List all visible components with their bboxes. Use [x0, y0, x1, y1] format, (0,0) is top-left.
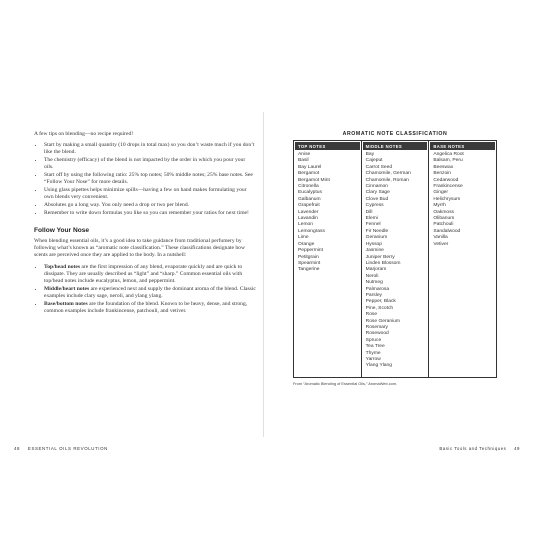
table-cell: Citronella — [298, 184, 319, 190]
table-cell: Vetiver — [433, 241, 449, 247]
list-item: • Start by making a small quantity (10 drops in total max) so you don’t waste much if you don’t like the blend. — [44, 142, 256, 156]
middle-notes-column — [362, 141, 430, 377]
table-cell: Cajeput — [365, 158, 383, 164]
table-cell: Nutmeg — [365, 280, 383, 286]
running-head: ESSENTIAL OILS REVOLUTION — [27, 446, 108, 451]
note-term: Middle/heart notes — [44, 285, 90, 292]
list-item: • The chemistry (efficacy) of the blend is not impacted by the order in which you pour your oils. — [44, 157, 256, 171]
table-cell: Juniper Berry — [365, 254, 395, 260]
page-gutter — [263, 112, 264, 437]
running-head: Basic Tools and Techniques — [439, 446, 507, 451]
table-cell: Hyssop — [365, 241, 382, 247]
table-cell: Spearmint — [298, 260, 321, 266]
table-cell: Tea Tree — [365, 344, 385, 350]
table-cell: Fennel — [365, 222, 381, 228]
top-notes-list — [294, 151, 361, 275]
table-cell: Frankincense — [433, 184, 463, 190]
table-cell: Bay — [365, 152, 375, 157]
table-cell: Rose — [365, 312, 378, 318]
table-cell: Carrot Seed — [365, 164, 393, 170]
table-cell: Lemongrass — [298, 228, 325, 234]
table-cell: Oakmoss — [433, 209, 454, 215]
table-cell: Bay Laurel — [298, 164, 322, 170]
table-cell: Yarrow — [365, 357, 381, 362]
note-term: Base/bottom notes — [44, 300, 88, 307]
table-cell: Rosewood — [365, 331, 389, 337]
table-cell: Elemi — [365, 216, 378, 222]
table-cell: Benzoin — [433, 171, 452, 177]
table-title: AROMATIC NOTE CLASSIFICATION — [342, 131, 448, 137]
table-cell: Grapefruit — [298, 203, 320, 209]
table-cell: Rosemary — [365, 324, 388, 330]
note-types-list — [34, 264, 256, 315]
table-cell: Olibanum — [433, 216, 455, 222]
table-cell: Bergamot — [298, 171, 320, 177]
middle-notes-list — [362, 151, 429, 371]
table-cell: Spruce — [365, 337, 382, 343]
table-cell: Vanilla — [433, 235, 448, 241]
table-cell: Thyme — [365, 350, 381, 356]
page-number: 49 — [514, 446, 520, 451]
table-cell: Sandalwood — [433, 228, 461, 234]
note-description: are the first impression of any blend, evaporate quickly and are quick to dissipate. They are usually described as “light” and “sharp.” Common essential oils with top/head notes include eucalyptus, lemon, and peppermint. — [44, 263, 243, 284]
table-cell: Neroli — [365, 273, 379, 279]
table-cell: Galbanum — [298, 196, 321, 202]
table-cell: Chamomile, Roman — [365, 177, 409, 183]
source-citation: From “Aromatic Blending of Essential Oils,” AromaWeb.com. — [293, 381, 398, 386]
table-cell: Lemon — [298, 222, 313, 228]
table-cell: Clove Bud — [365, 196, 389, 202]
list-item: • Remember to write down formulas you like so you can remember your ratios for next time! — [44, 210, 256, 217]
section-heading: Follow Your Nose — [34, 226, 90, 234]
note-description: are experienced next and supply the dominant aroma of the blend. Classic examples include clary sage, neroli, and ylang ylang. — [44, 285, 256, 299]
table-cell: Bergamot Mint — [298, 177, 330, 183]
table-cell: Cinnamon — [365, 184, 388, 190]
table-cell: Rose Geranium — [365, 318, 400, 324]
table-cell: Cedarwood — [433, 177, 459, 183]
table-cell: Cypress — [365, 203, 384, 209]
page-number: 48 — [14, 446, 21, 451]
table-cell: Pine, Scotch — [365, 305, 394, 311]
top-notes-column — [294, 141, 362, 377]
note-description: are the foundation of the blend. Known to be heavy, dense, and strong, common examples include frankincense, patchouli, and vetiver. — [44, 300, 248, 314]
table-cell: Fir Needle — [365, 228, 389, 234]
left-footer — [14, 446, 108, 451]
table-cell: Lime — [298, 235, 309, 241]
table-cell: Petitgrain — [298, 254, 319, 260]
list-item: • Start off by using the following ratio: 25% top notes; 50% middle notes; 25% base notes. See “Follow Your Nose” for more details. — [44, 172, 256, 186]
table-cell: Marjoram — [365, 267, 387, 273]
table-cell: Palmarosa — [365, 286, 390, 292]
table-cell: Tangerine — [298, 267, 320, 273]
list-item: • Using glass pipettes helps minimize spills—having a few on hand makes formulating your own blends very convenient. — [44, 187, 256, 201]
table-cell: Clary Sage — [365, 190, 390, 196]
table-cell: Lavandin — [298, 216, 318, 222]
column-header: MIDDLE NOTES — [363, 142, 428, 150]
aromatic-note-table — [293, 140, 497, 378]
list-item — [44, 264, 256, 286]
table-cell: Patchouli — [433, 222, 454, 228]
list-item — [44, 301, 256, 315]
section-paragraph: When blending essential oils, it’s a good idea to take guidance from traditional perfumery by following what’s known as “aromatic note classification.” These classifications designate how scents are perceived once they are applied to the body. In a nutshell: — [34, 237, 246, 259]
intro-paragraph: A few tips on blending—no recipe required! — [34, 131, 134, 137]
left-page — [34, 131, 256, 321]
table-cell: Basil — [298, 158, 309, 164]
column-header: TOP NOTES — [295, 142, 360, 150]
table-cell: Lavender — [298, 209, 319, 215]
base-notes-list — [429, 151, 496, 249]
table-cell: Ginger — [433, 190, 449, 196]
list-item: • Absolutes go a long way. You only need a drop or two per blend. — [44, 202, 256, 209]
table-cell: Anise — [298, 152, 311, 157]
base-notes-column — [429, 141, 496, 377]
aromatic-table-section — [293, 131, 497, 386]
note-term: Top/head notes — [44, 263, 81, 270]
table-cell: Linden Blossom — [365, 260, 401, 266]
table-cell: Geranium — [365, 235, 388, 241]
table-cell: Helichrysum — [433, 196, 461, 202]
list-item — [44, 286, 256, 300]
table-cell: Dill — [365, 209, 373, 215]
table-cell: Orange — [298, 241, 315, 247]
table-cell: Myrrh — [433, 203, 446, 209]
right-footer — [439, 446, 520, 451]
table-cell: Angelica Root — [433, 152, 464, 157]
table-cell: Balsam, Peru — [433, 158, 463, 164]
column-header: BASE NOTES — [430, 142, 495, 150]
table-cell: Peppermint — [298, 248, 324, 254]
table-cell: Eucalyptus — [298, 190, 322, 196]
table-cell: Chamomile, German — [365, 171, 411, 177]
table-cell: Pepper, Black — [365, 299, 396, 305]
table-cell: Ylang Ylang — [365, 363, 392, 369]
table-cell: Jasmine — [365, 248, 384, 254]
table-cell: Parsley — [365, 292, 382, 298]
table-cell: Beeswax — [433, 164, 454, 170]
blending-tips-list — [34, 142, 256, 217]
